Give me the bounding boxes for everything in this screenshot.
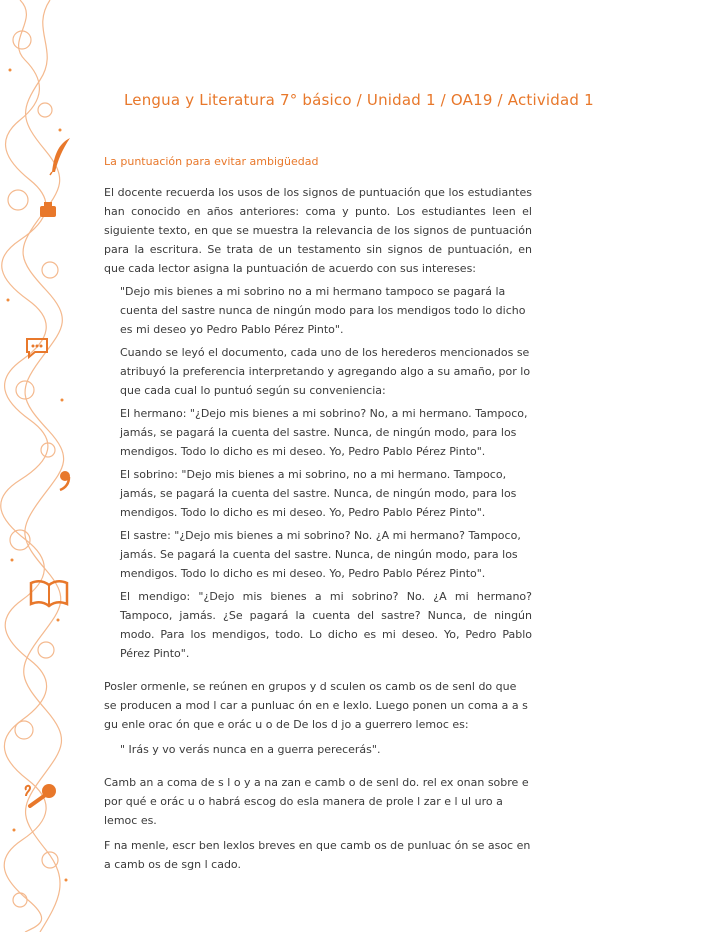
brother-interpretation: El hermano: "¿Dejo mis bienes a mi sobrino? No, a mi hermano. Tampoco, jamás, se pagará la cuenta del sastre. Nunca, de ningún modo, para los mendigos. Todo lo dicho es mi deseo. Yo, Pedro Pablo Pérez Pinto". [120, 407, 528, 458]
nephew-interpretation: El sobrino: "Dejo mis bienes a mi sobrino, no a mi hermano. Tampoco, jamás, se pagará la cuenta del sastre. Nunca, de ningún modo, para los mendigos. Todo lo dicho es mi deseo. Yo, Pedro Pablo Pérez Pinto". [120, 468, 517, 519]
final-paragraph: F na menle, escr ben lexlos breves en que camb os de punluac ón se asoc en a camb os de sgn l cado. [104, 839, 531, 871]
oracle-quote: " Irás y vo verás nunca en a guerra perecerás". [120, 743, 381, 756]
tailor-interpretation: El sastre: "¿Dejo mis bienes a mi sobrino? No. ¿A mi hermano? Tampoco, jamás. Se pagará la cuenta del sastre. Nunca, de ningún modo, para los mendigos. Todo lo dicho es mi deseo. Yo, Pedro Pablo Pérez Pinto". [120, 529, 521, 580]
change-paragraph: Camb an a coma de s l o y a na zan e camb o de senl do. rel ex onan sobre e por qué e orác u o habrá escog do esla manera de prole l zar e l ul uro a lemoc es. [104, 776, 529, 827]
speech-bubble-icon [24, 336, 50, 360]
explanation-paragraph: Cuando se leyó el documento, cada uno de los herederos mencionados se atribuyó la preferencia interpretando y agregando algo a su amaño, por lo que cada cual lo puntuó según su conveniencia: [120, 346, 531, 397]
comma-icon [58, 470, 72, 492]
book-icon [28, 578, 70, 608]
section-title: La puntuación para evitar ambigüedad [104, 155, 319, 168]
inkwell-icon [38, 200, 58, 218]
page-header-title: Lengua y Literatura 7° básico / Unidad 1 / OA19 / Actividad 1 [124, 91, 594, 109]
testament-quote: "Dejo mis bienes a mi sobrino no a mi hermano tampoco se pagará la cuenta del sastre nunca de ningún modo para los mendigos todo lo dicho es mi deseo yo Pedro Pablo Pérez Pinto". [120, 285, 526, 336]
groups-paragraph: Posler ormenle, se reúnen en grupos y d sculen os camb os de senl do que se producen a mod l car a punluac ón en e lexlo. Luego ponen un coma a a s gu enle orac ón que e orác u o de De los d jo a guerrero lemoc es: [104, 680, 528, 731]
quill-icon [48, 136, 74, 176]
beggar-interpretation: El mendigo: "¿Dejo mis bienes a mi sobrino? No. ¿A mi hermano? Tampoco, jamás. ¿Se pagará la cuenta del sastre? Nunca, de ningún modo. Para los mendigos, todo. Lo dicho es mi deseo. Yo, Pedro Pablo Pérez Pinto". [120, 590, 532, 660]
intro-paragraph: El docente recuerda los usos de los signos de puntuación que los estudiantes han conocido en años anteriores: coma y punto. Los estudiantes leen el siguiente texto, en que se muestra la relevancia de los signos de puntuación para la escritura. Se trata de un testamento sin signos de puntuación, en que cada lector asigna la puntuación de acuerdo con sus intereses: [104, 186, 532, 275]
activity-content [104, 152, 532, 874]
microphone-icon [22, 782, 60, 808]
